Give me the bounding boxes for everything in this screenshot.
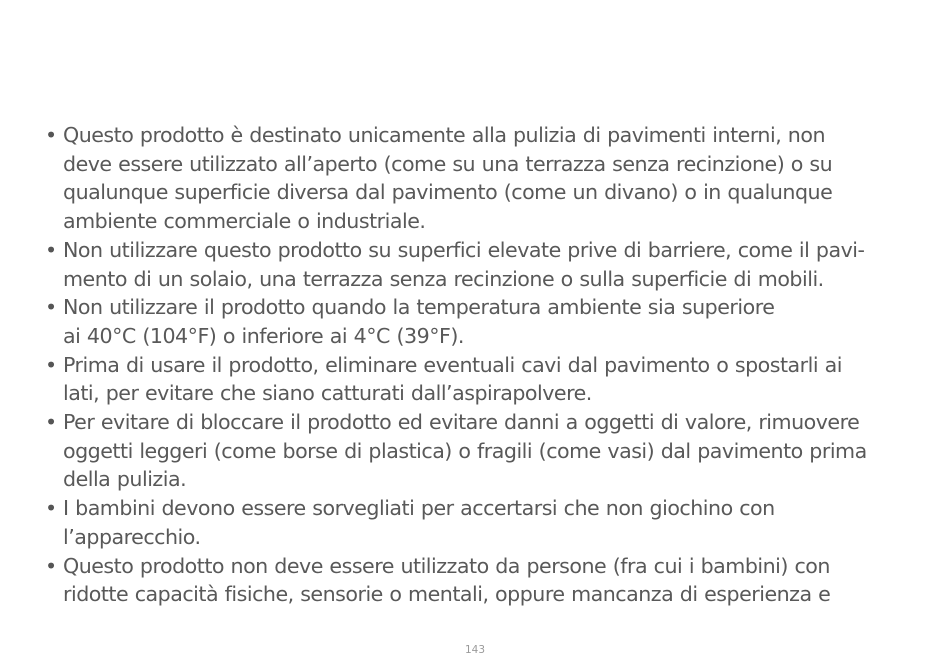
text-line: deve essere utilizzato all’aperto (come su una terrazza senza recinzione) o su — [63, 151, 833, 176]
page-number: 143 — [464, 644, 486, 656]
bullet-icon: • — [45, 237, 58, 262]
list-item — [45, 494, 945, 551]
text-line: l’apparecchio. — [63, 524, 201, 549]
text-line: I bambini devono essere sorvegliati per accertarsi che non giochino con — [63, 496, 775, 521]
text-line: della pulizia. — [63, 467, 187, 492]
text-line: Non utilizzare il prodotto quando la temperatura ambiente sia superiore — [63, 295, 775, 320]
text-line: oggetti leggeri (come borse di plastica) o fragili (come vasi) dal pavimento prima — [63, 438, 867, 463]
text-line: Prima di usare il prodotto, eliminare eventuali cavi dal pavimento o spostarli ai — [63, 352, 842, 377]
bullet-icon: • — [45, 295, 58, 320]
text-line: Questo prodotto è destinato unicamente alla pulizia di pavimenti interni, non — [63, 123, 826, 147]
text-line: ridotte capacità fisiche, sensorie o mentali, oppure mancanza di esperienza e — [63, 582, 831, 607]
text-line: mento di un solaio, una terrazza senza recinzione o sulla superficie di mobili. — [63, 266, 824, 291]
bullet-icon: • — [45, 410, 58, 435]
text-line: Questo prodotto non deve essere utilizzato da persone (fra cui i bambini) con — [63, 553, 830, 578]
list-item — [45, 408, 945, 494]
text-line: ai 40°C (104°F) o inferiore ai 4°C (39°F). — [63, 323, 464, 348]
list-item — [45, 236, 945, 293]
text-line: Per evitare di bloccare il prodotto ed evitare danni a oggetti di valore, rimuovere — [63, 410, 860, 435]
bullet-icon: • — [45, 352, 58, 377]
list-item — [45, 293, 945, 350]
list-item — [45, 121, 945, 236]
text-line: Non utilizzare questo prodotto su superfici elevate prive di barriere, come il pavi- — [63, 237, 865, 262]
bullet-icon: • — [45, 496, 58, 521]
bullet-icon: • — [45, 123, 58, 147]
text-line: lati, per evitare che siano catturati dall’aspirapolvere. — [63, 381, 592, 406]
list-item — [45, 351, 945, 408]
text-line: ambiente commerciale o industriale. — [63, 209, 426, 234]
bullet-icon: • — [45, 553, 58, 578]
text-line: qualunque superficie diversa dal pavimento (come un divano) o in qualunque — [63, 180, 833, 205]
list-item — [45, 552, 945, 609]
safety-bullet-list — [45, 121, 945, 609]
